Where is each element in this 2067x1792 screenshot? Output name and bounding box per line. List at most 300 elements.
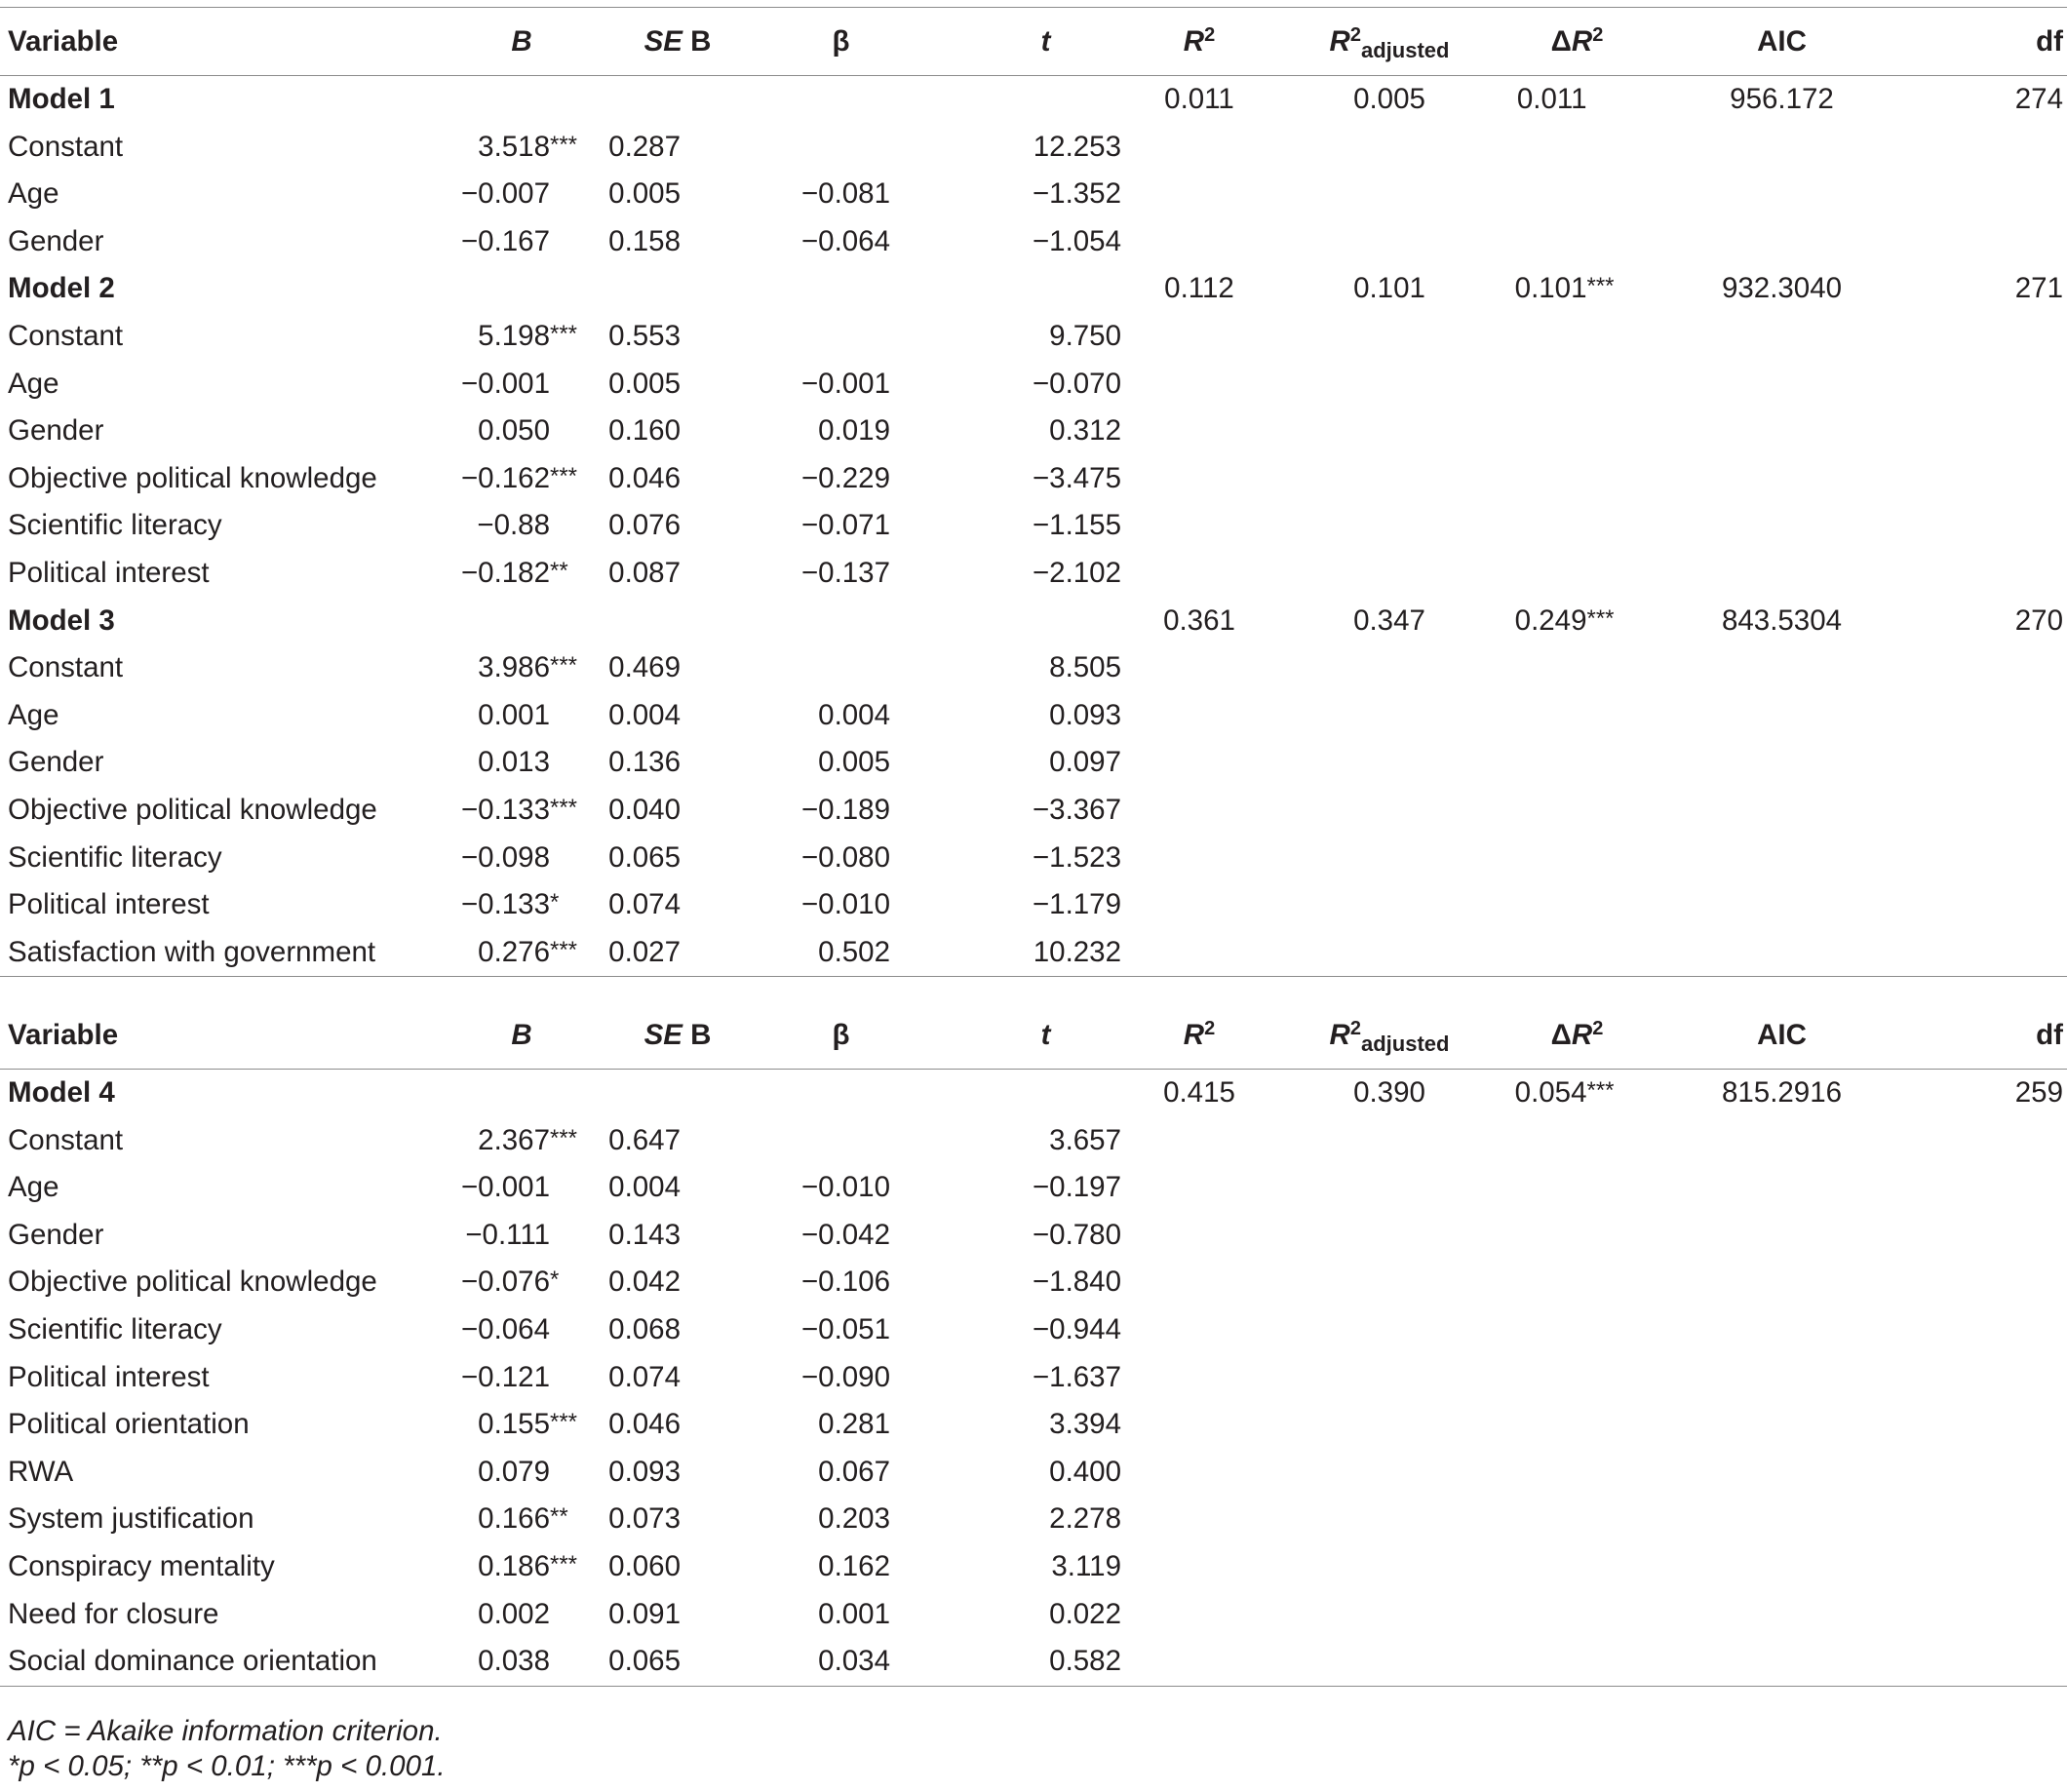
empty-cell: [1672, 313, 1892, 361]
beta-value: 0.203: [818, 1502, 890, 1536]
beta-value: −0.137: [800, 556, 890, 589]
b-value: 0.001: [478, 698, 550, 731]
header-se-label: SE: [644, 1019, 682, 1051]
b-value: 0.276: [478, 935, 550, 968]
model-label: Model 3: [8, 604, 115, 637]
se-value: 0.042: [608, 1266, 681, 1299]
b-value: 0.155: [478, 1408, 550, 1441]
header-aic: AIC: [1757, 1019, 1807, 1051]
b-cell: [458, 644, 604, 692]
b-cell: [458, 218, 604, 266]
se-value: 0.647: [608, 1123, 681, 1156]
table-row: [0, 1164, 2067, 1212]
empty-cell: [1297, 313, 1482, 361]
empty-cell: [1892, 835, 2067, 882]
b-cell: [458, 1449, 604, 1497]
b-stars: **: [550, 557, 568, 584]
header-r2-sup: 2: [1204, 1018, 1216, 1039]
b-value: 0.050: [478, 414, 550, 448]
b-value: −0.007: [460, 177, 550, 211]
variable-name: Political interest: [8, 1360, 210, 1393]
empty-cell: [1121, 408, 1297, 455]
model-label: Model 4: [8, 1076, 115, 1109]
empty-cell: [1297, 835, 1482, 882]
header-r2-adjusted: [1297, 1001, 1482, 1070]
header-row: [0, 8, 2067, 76]
empty-cell: [1121, 739, 1297, 787]
empty-cell: [931, 76, 1121, 124]
header-beta: β: [832, 1019, 850, 1051]
header-delta-r2: [1482, 1001, 1672, 1070]
r2-value: 0.112: [1164, 272, 1234, 305]
b-cell: [458, 1306, 604, 1354]
table-row: [0, 550, 2067, 598]
empty-cell: [1297, 739, 1482, 787]
empty-cell: [1482, 408, 1672, 455]
empty-cell: [1482, 455, 1672, 503]
df-value: 274: [2014, 83, 2063, 115]
beta-value: 0.162: [818, 1549, 890, 1582]
b-cell: [458, 929, 604, 977]
delta-r2-stars: ***: [1586, 1077, 1615, 1104]
aic-value: 956.172: [1730, 83, 1834, 115]
se-value: 0.068: [608, 1312, 681, 1345]
b-value: 2.367: [478, 1123, 550, 1156]
empty-cell: [1121, 550, 1297, 598]
se-value: 0.093: [608, 1455, 681, 1488]
empty-cell: [1892, 1638, 2067, 1686]
b-value: −0.182: [460, 556, 550, 589]
table-row: [0, 1259, 2067, 1306]
empty-cell: [1297, 881, 1482, 929]
header-row: [0, 1001, 2067, 1070]
footnote-significance: *p < 0.05; **p < 0.01; ***p < 0.001.: [8, 1750, 446, 1782]
empty-cell: [1482, 787, 1672, 835]
empty-cell: [1482, 218, 1672, 266]
table-row: [0, 787, 2067, 835]
beta-value: −0.064: [800, 224, 890, 257]
header-delta-r-sup: 2: [1592, 24, 1604, 46]
empty-cell: [1892, 692, 2067, 740]
table-row: [0, 124, 2067, 172]
t-value: −2.102: [1032, 556, 1121, 589]
header-se-b: [604, 8, 751, 76]
empty-cell: [1482, 1543, 1672, 1591]
empty-cell: [1121, 692, 1297, 740]
header-se-b-label: B: [682, 1019, 712, 1051]
empty-cell: [1482, 124, 1672, 172]
model-row: [0, 598, 2067, 645]
variable-name: Age: [8, 698, 59, 731]
table-row: [0, 1401, 2067, 1449]
t-value: 0.400: [1049, 1455, 1121, 1488]
table-row: [0, 171, 2067, 218]
header-t: [931, 1001, 1121, 1070]
beta-value: −0.081: [800, 177, 890, 211]
empty-cell: [1482, 1117, 1672, 1165]
empty-cell: [1121, 361, 1297, 409]
beta-value: [751, 313, 931, 361]
empty-cell: [1121, 1638, 1297, 1686]
empty-cell: [1482, 1449, 1672, 1497]
beta-value: −0.001: [800, 367, 890, 400]
se-value: 0.158: [608, 224, 681, 257]
empty-cell: [1297, 692, 1482, 740]
empty-cell: [1892, 1354, 2067, 1402]
r2-value: 0.415: [1163, 1076, 1235, 1109]
se-value: 0.143: [608, 1218, 681, 1251]
se-value: 0.074: [608, 888, 681, 921]
table-row: [0, 644, 2067, 692]
header-aic: AIC: [1757, 25, 1807, 58]
variable-name: Conspiracy mentality: [8, 1549, 275, 1582]
empty-cell: [1672, 881, 1892, 929]
table-row: [0, 1638, 2067, 1686]
empty-cell: [1121, 835, 1297, 882]
empty-cell: [1121, 124, 1297, 172]
empty-cell: [1297, 1306, 1482, 1354]
beta-value: −0.010: [800, 888, 890, 921]
model-row: [0, 265, 2067, 313]
empty-cell: [1121, 1401, 1297, 1449]
delta-r2-stars: ***: [1586, 273, 1615, 300]
empty-cell: [1297, 1449, 1482, 1497]
regression-table-models-1-3: [0, 7, 2067, 977]
t-value: 9.750: [1049, 319, 1121, 352]
empty-cell: [1121, 502, 1297, 550]
empty-cell: [1482, 644, 1672, 692]
table-row: [0, 313, 2067, 361]
b-value: 0.013: [478, 746, 550, 779]
variable-name: Age: [8, 1171, 59, 1204]
t-value: 3.657: [1049, 1123, 1121, 1156]
table-row: [0, 692, 2067, 740]
footnote-aic: AIC = Akaike information criterion.: [8, 1715, 443, 1747]
beta-value: 0.005: [818, 746, 890, 779]
header-r2-base: R: [1183, 1019, 1205, 1051]
t-value: 8.505: [1049, 651, 1121, 684]
delta-r2-stars: ***: [1586, 604, 1615, 632]
empty-cell: [1892, 1259, 2067, 1306]
empty-cell: [1121, 787, 1297, 835]
empty-cell: [1892, 550, 2067, 598]
empty-cell: [1297, 1164, 1482, 1212]
b-value: 5.198: [478, 319, 550, 352]
table-body: [0, 76, 2067, 977]
se-value: 0.004: [608, 698, 681, 731]
t-value: 10.232: [1033, 935, 1121, 968]
header-delta-symbol: Δ: [1550, 1019, 1572, 1051]
b-stars: ***: [550, 320, 578, 347]
variable-name: Age: [8, 367, 59, 400]
r2-value: 0.011: [1164, 83, 1234, 115]
empty-cell: [1892, 1117, 2067, 1165]
empty-cell: [1482, 1212, 1672, 1260]
empty-cell: [1121, 644, 1297, 692]
empty-cell: [1892, 502, 2067, 550]
empty-cell: [1672, 1259, 1892, 1306]
table-row: [0, 739, 2067, 787]
regression-table-model-4: [0, 1001, 2067, 1687]
b-value: −0.133: [460, 888, 550, 921]
b-stars: ***: [550, 1124, 578, 1151]
b-cell: [458, 692, 604, 740]
empty-cell: [1482, 881, 1672, 929]
table-row: [0, 1354, 2067, 1402]
beta-value: −0.010: [800, 1171, 890, 1204]
se-value: 0.087: [608, 556, 681, 589]
empty-cell: [1892, 1591, 2067, 1639]
empty-cell: [458, 265, 604, 313]
empty-cell: [1672, 1401, 1892, 1449]
empty-cell: [1121, 1354, 1297, 1402]
empty-cell: [1297, 1543, 1482, 1591]
header-b-label: B: [511, 25, 532, 58]
empty-cell: [1672, 787, 1892, 835]
empty-cell: [1482, 1259, 1672, 1306]
b-value: 0.166: [478, 1502, 550, 1536]
empty-cell: [1892, 218, 2067, 266]
header-r2-sup: 2: [1204, 24, 1216, 46]
empty-cell: [1121, 929, 1297, 977]
empty-cell: [1121, 218, 1297, 266]
empty-cell: [1672, 1591, 1892, 1639]
t-value: −0.944: [1032, 1312, 1121, 1345]
beta-value: 0.034: [818, 1645, 890, 1678]
empty-cell: [1297, 1117, 1482, 1165]
beta-value: [751, 1117, 931, 1165]
table-row: [0, 881, 2067, 929]
header-r2: [1121, 1001, 1297, 1070]
empty-cell: [1297, 1496, 1482, 1543]
b-value: 3.986: [478, 651, 550, 684]
empty-cell: [1482, 550, 1672, 598]
aic-value: 843.5304: [1721, 604, 1843, 637]
r2-adjusted-value: 0.347: [1353, 604, 1425, 637]
beta-value: 0.281: [818, 1408, 890, 1441]
beta-value: [751, 124, 931, 172]
header-df: df: [2036, 1019, 2063, 1051]
empty-cell: [1121, 1117, 1297, 1165]
empty-cell: [1297, 1212, 1482, 1260]
b-cell: [458, 1117, 604, 1165]
beta-value: −0.051: [800, 1312, 890, 1345]
empty-cell: [1892, 1543, 2067, 1591]
empty-cell: [604, 598, 751, 645]
empty-cell: [604, 265, 751, 313]
header-beta: β: [832, 25, 850, 58]
beta-value: −0.090: [800, 1360, 890, 1393]
r2-adjusted-value: 0.101: [1353, 272, 1425, 305]
se-value: 0.065: [608, 1645, 681, 1678]
header-b-label: B: [511, 1019, 532, 1051]
t-value: −3.367: [1032, 793, 1121, 826]
header-r2adj-sup: 2: [1349, 1018, 1361, 1039]
t-value: −1.352: [1032, 177, 1121, 211]
variable-name: Scientific literacy: [8, 840, 222, 874]
empty-cell: [1672, 835, 1892, 882]
empty-cell: [1482, 361, 1672, 409]
aic-value: 815.2916: [1721, 1076, 1843, 1109]
empty-cell: [1892, 455, 2067, 503]
header-r2adj-base: R: [1329, 25, 1350, 58]
empty-cell: [1121, 881, 1297, 929]
empty-cell: [1892, 929, 2067, 977]
empty-cell: [1892, 361, 2067, 409]
se-value: 0.046: [608, 1408, 681, 1441]
empty-cell: [458, 598, 604, 645]
t-value: −0.780: [1032, 1218, 1121, 1251]
header-r2adj-base: R: [1329, 1019, 1350, 1051]
empty-cell: [1892, 644, 2067, 692]
table-row: [0, 1306, 2067, 1354]
b-cell: [458, 1401, 604, 1449]
b-value: −0.076: [460, 1266, 550, 1299]
variable-name: Age: [8, 177, 59, 211]
b-value: 0.186: [478, 1549, 550, 1582]
table-row: [0, 1591, 2067, 1639]
variable-name: Political interest: [8, 556, 210, 589]
header-delta-symbol: Δ: [1550, 25, 1572, 58]
b-cell: [458, 455, 604, 503]
table-row: [0, 1212, 2067, 1260]
empty-cell: [1892, 1449, 2067, 1497]
empty-cell: [1121, 1212, 1297, 1260]
b-cell: [458, 1496, 604, 1543]
b-cell: [458, 835, 604, 882]
empty-cell: [1672, 1496, 1892, 1543]
empty-cell: [1297, 408, 1482, 455]
se-value: 0.091: [608, 1597, 681, 1630]
se-value: 0.005: [608, 177, 681, 211]
variable-name: Political orientation: [8, 1408, 250, 1441]
b-stars: ***: [550, 794, 578, 821]
empty-cell: [1297, 361, 1482, 409]
table-footnotes: [8, 1714, 446, 1784]
t-value: 0.582: [1049, 1645, 1121, 1678]
b-stars: ***: [550, 936, 578, 963]
beta-value: 0.004: [818, 698, 890, 731]
delta-r2-value: 0.101: [1514, 272, 1587, 305]
variable-name: Gender: [8, 414, 104, 448]
empty-cell: [1892, 1306, 2067, 1354]
empty-cell: [1892, 1401, 2067, 1449]
empty-cell: [1892, 171, 2067, 218]
se-value: 0.469: [608, 651, 681, 684]
header-b: [458, 1001, 604, 1070]
empty-cell: [1121, 313, 1297, 361]
empty-cell: [604, 76, 751, 124]
t-value: 0.312: [1049, 414, 1121, 448]
r2-adjusted-value: 0.390: [1353, 1076, 1425, 1109]
empty-cell: [1297, 1591, 1482, 1639]
empty-cell: [751, 598, 931, 645]
delta-r2-cell: [1482, 265, 1672, 313]
t-value: −0.070: [1032, 367, 1121, 400]
b-cell: [458, 361, 604, 409]
table-row: [0, 1449, 2067, 1497]
b-cell: [458, 502, 604, 550]
empty-cell: [1892, 881, 2067, 929]
empty-cell: [1672, 929, 1892, 977]
delta-r2-value: 0.249: [1514, 604, 1587, 637]
delta-r2-cell: [1482, 76, 1672, 124]
empty-cell: [1672, 1117, 1892, 1165]
empty-cell: [1121, 171, 1297, 218]
se-value: 0.136: [608, 746, 681, 779]
variable-name: Social dominance orientation: [8, 1645, 377, 1678]
se-value: 0.005: [608, 367, 681, 400]
b-stars: ***: [550, 1550, 578, 1578]
empty-cell: [1121, 1306, 1297, 1354]
empty-cell: [1672, 455, 1892, 503]
empty-cell: [751, 76, 931, 124]
table-row: [0, 929, 2067, 977]
beta-value: −0.080: [800, 840, 890, 874]
empty-cell: [1672, 1449, 1892, 1497]
header-variable: Variable: [8, 1019, 119, 1051]
empty-cell: [1121, 1591, 1297, 1639]
empty-cell: [1892, 1212, 2067, 1260]
empty-cell: [458, 76, 604, 124]
df-value: 271: [2014, 272, 2063, 305]
b-value: −0.001: [460, 1171, 550, 1204]
table-row: [0, 218, 2067, 266]
delta-r2-value: 0.011: [1516, 83, 1587, 115]
variable-name: System justification: [8, 1502, 254, 1536]
empty-cell: [1672, 1638, 1892, 1686]
variable-name: Gender: [8, 746, 104, 779]
b-stars: ***: [550, 131, 578, 158]
empty-cell: [1297, 1401, 1482, 1449]
empty-cell: [1297, 218, 1482, 266]
empty-cell: [1892, 408, 2067, 455]
empty-cell: [1672, 1543, 1892, 1591]
df-value: 270: [2014, 604, 2063, 637]
variable-name: Gender: [8, 1218, 104, 1251]
empty-cell: [931, 265, 1121, 313]
header-t-label: t: [1040, 25, 1051, 58]
b-cell: [458, 124, 604, 172]
model-label: Model 1: [8, 83, 115, 115]
header-r2: [1121, 8, 1297, 76]
b-value: −0.167: [460, 224, 550, 257]
empty-cell: [1297, 550, 1482, 598]
beta-value: −0.189: [800, 793, 890, 826]
empty-cell: [1121, 455, 1297, 503]
b-stars: ***: [550, 1409, 578, 1436]
r2-value: 0.361: [1163, 604, 1235, 637]
empty-cell: [1482, 1496, 1672, 1543]
t-value: −1.155: [1032, 509, 1121, 542]
empty-cell: [1121, 1496, 1297, 1543]
df-value: 259: [2014, 1076, 2063, 1109]
beta-value: −0.229: [800, 461, 890, 494]
model-row: [0, 76, 2067, 124]
b-stars: **: [550, 1503, 568, 1531]
t-value: −1.523: [1032, 840, 1121, 874]
t-value: 0.093: [1049, 698, 1121, 731]
empty-cell: [1892, 739, 2067, 787]
header-df: df: [2036, 25, 2063, 58]
empty-cell: [1892, 787, 2067, 835]
header-se-label: SE: [644, 25, 682, 58]
b-cell: [458, 1212, 604, 1260]
table-row: [0, 361, 2067, 409]
empty-cell: [1892, 313, 2067, 361]
se-value: 0.027: [608, 935, 681, 968]
b-cell: [458, 408, 604, 455]
